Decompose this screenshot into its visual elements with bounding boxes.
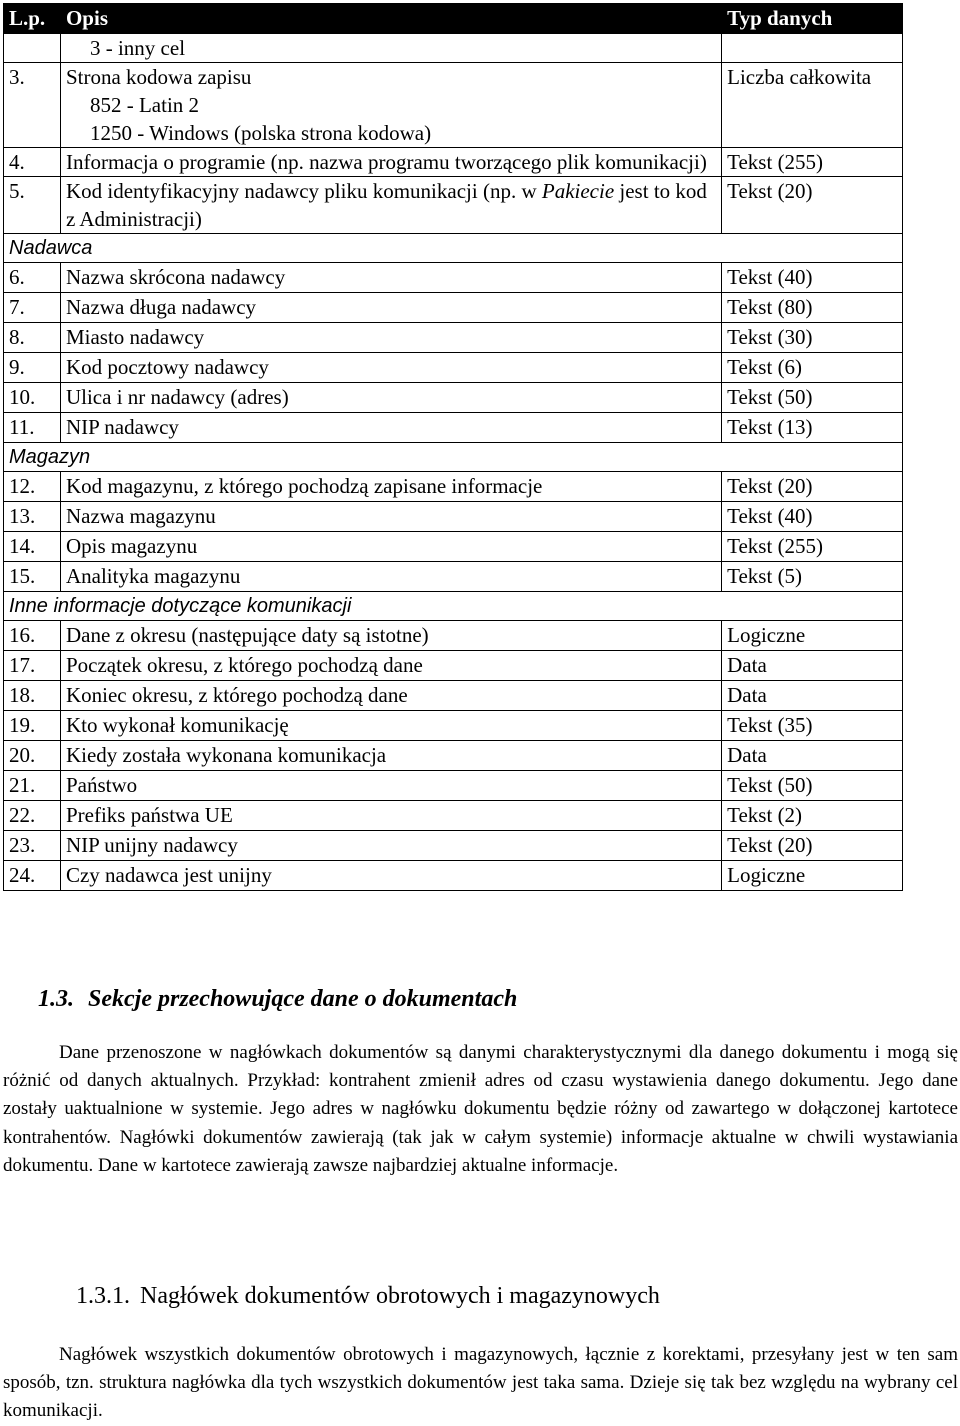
table-row [4,293,903,323]
row-desc: NIP nadawcy [60,413,721,443]
row-desc-part: Kod identyfikacyjny nadawcy pliku komunikacji (np. w [65,179,542,203]
section-heading-1-3 [38,986,517,1013]
rows-inne [4,621,903,891]
row-desc-main: Strona kodowa zapisu [65,65,252,89]
row-num: 6. [4,263,61,293]
row-num: 11. [4,413,61,443]
row-type: Tekst (255) [722,148,903,177]
row-num: 22. [4,801,61,831]
row-type [722,34,903,63]
row-desc-italic: Pakiecie [541,179,615,203]
row-num: 18. [4,681,61,711]
row-desc-part: jest to kod z Administracji) [65,179,707,231]
section-number: 1.3.1. [76,1283,130,1309]
row-desc [60,34,721,63]
row-type: Logiczne [722,621,903,651]
row-desc [60,177,721,234]
row-num: 21. [4,771,61,801]
section-row-inne [4,592,903,621]
row-type: Tekst (50) [722,771,903,801]
table-row [4,177,903,234]
row-type: Data [722,741,903,771]
section-row-nadawca [4,234,903,263]
row-desc: Kod pocztowy nadawcy [60,353,721,383]
table-row [4,801,903,831]
row-desc: Miasto nadawcy [60,323,721,353]
row-desc: Początek okresu, z którego pochodzą dane [60,651,721,681]
paragraph-1-3: Dane przenoszone w nagłówkach dokumentów są danymi charakterystycznymi dla danego dokumentu i mogą się różnić od danych aktualnych. Przykład: kontrahent zmienił adres od czasu wystawienia danego dokumentu. Jego dane zostały uaktualnione w systemie. Jego adres w nagłówku dokumentu będzie różny od zawartego w dołączonej kartotece kontrahentów. Nagłówki dokumentów zawierają (tak jak w całym systemie) informacje aktualne w chwili wystawiania dokumentu. Dane w kartotece zawierają zawsze najbardziej aktualne informacje. [3,1042,958,1176]
row-type: Data [722,681,903,711]
table-row [4,323,903,353]
row-num: 20. [4,741,61,771]
row-num: 7. [4,293,61,323]
table-row [4,562,903,592]
row-desc: Czy nadawca jest unijny [60,861,721,891]
row-num: 16. [4,621,61,651]
row-desc: Opis magazynu [60,532,721,562]
row-type: Tekst (80) [722,293,903,323]
table-row [4,383,903,413]
header-typ: Typ danych [722,4,903,34]
row-num: 13. [4,502,61,532]
section-title: Inne informacje dotyczące komunikacji [4,592,903,621]
table-row [4,34,903,63]
rows-nadawca [4,263,903,443]
row-num: 24. [4,861,61,891]
row-num: 15. [4,562,61,592]
section-row-magazyn [4,443,903,472]
row-type: Tekst (20) [722,831,903,861]
row-num: 10. [4,383,61,413]
row-num: 14. [4,532,61,562]
table-row [4,472,903,502]
row-type: Tekst (6) [722,353,903,383]
table-row [4,831,903,861]
table-header-row [4,4,903,34]
row-desc: Państwo [60,771,721,801]
section-title: Magazyn [4,443,903,472]
row-desc: Nazwa magazynu [60,502,721,532]
row-num: 23. [4,831,61,861]
section-title: Sekcje przechowujące dane o dokumentach [88,986,518,1012]
row-type: Liczba całkowita [722,63,903,148]
row-type: Tekst (13) [722,413,903,443]
row-desc: Nazwa skrócona nadawcy [60,263,721,293]
row-type: Tekst (20) [722,177,903,234]
option-text: 1250 - Windows (polska strona kodowa) [89,121,432,145]
table-row [4,771,903,801]
row-desc: Ulica i nr nadawcy (adres) [60,383,721,413]
row-desc: Kiedy została wykonana komunikacja [60,741,721,771]
row-desc [60,63,721,148]
section-title: Nadawca [4,234,903,263]
row-desc: Dane z okresu (następujące daty są istotne) [60,621,721,651]
table-row [4,621,903,651]
paragraph-1-3-1: Nagłówek wszystkich dokumentów obrotowych i magazynowych, łącznie z korektami, przesyłany jest w ten sam sposób, tzn. struktura nagłówka dla tych wszystkich dokumentów jest taka sama. Dzieje się tak bez względu na wybrany cel komunikacji. [3,1344,958,1422]
row-desc: Kod magazynu, z którego pochodzą zapisane informacje [60,472,721,502]
row-desc: NIP unijny nadawcy [60,831,721,861]
table-row [4,413,903,443]
data-spec-table [3,3,903,891]
table-row [4,63,903,148]
header-lp: L.p. [4,4,61,34]
row-desc: Prefiks państwa UE [60,801,721,831]
table-row [4,741,903,771]
row-num [4,34,61,63]
row-type: Tekst (35) [722,711,903,741]
row-num: 3. [4,63,61,148]
section-title: Nagłówek dokumentów obrotowych i magazynowych [140,1283,660,1309]
row-type: Tekst (50) [722,383,903,413]
row-desc: Analityka magazynu [60,562,721,592]
row-type: Tekst (40) [722,502,903,532]
row-type: Logiczne [722,861,903,891]
row-desc: Nazwa długa nadawcy [60,293,721,323]
row-type: Tekst (40) [722,263,903,293]
header-opis: Opis [60,4,721,34]
row-num: 4. [4,148,61,177]
table-row [4,353,903,383]
section-number: 1.3. [38,986,74,1012]
row-type: Tekst (2) [722,801,903,831]
table-row [4,711,903,741]
table-row [4,651,903,681]
table-row [4,861,903,891]
rows-magazyn [4,472,903,592]
row-num: 12. [4,472,61,502]
option-text: 3 - inny cel [89,36,186,60]
row-type: Tekst (5) [722,562,903,592]
row-num: 19. [4,711,61,741]
row-num: 8. [4,323,61,353]
table-row [4,502,903,532]
row-num: 9. [4,353,61,383]
table-row [4,148,903,177]
table-row [4,532,903,562]
table-row [4,263,903,293]
section-heading-1-3-1 [76,1283,660,1310]
row-type: Data [722,651,903,681]
row-type: Tekst (255) [722,532,903,562]
row-desc: Informacja o programie (np. nazwa programu tworzącego plik komunikacji) [60,148,721,177]
table-row [4,681,903,711]
row-desc: Koniec okresu, z którego pochodzą dane [60,681,721,711]
row-num: 17. [4,651,61,681]
row-desc: Kto wykonał komunikację [60,711,721,741]
row-num: 5. [4,177,61,234]
option-text: 852 - Latin 2 [89,93,200,117]
row-type: Tekst (30) [722,323,903,353]
row-type: Tekst (20) [722,472,903,502]
